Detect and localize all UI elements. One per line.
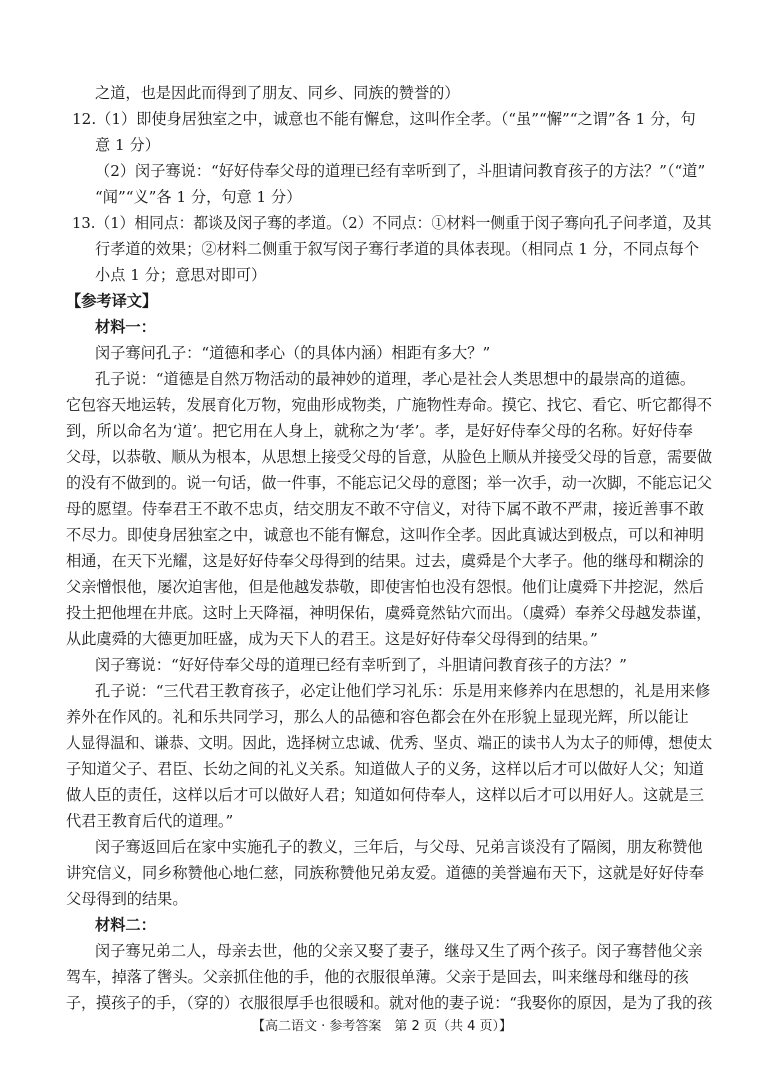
translation-line: 闵子骞返回后在家中实施孔子的教义，三年后，与父母、兄弟言谈没有了隔阂，朋友称赞他 [95,838,703,856]
answer-13-line-3: 小点 1 分；意思对即可） [95,266,267,284]
translation-line: 养外在作风的。礼和乐共同学习，那么人的品德和容色都会在外在形貌上显现光辉，所以能让 [66,708,689,726]
translation-line: 到，所以命名为‘道’。把它用在人身上，就称之为‘孝’。孝，是好好侍奉父母的名称。好好侍奉 [66,422,693,440]
translation-line: 父亲憎恨他，屡次迫害他，但是他越发恭敬，即使害怕也没有怨恨。他们让虞舜下井挖泥，然后 [66,578,704,596]
material-2-heading: 材料二： [95,916,156,934]
translation-line: 不尽力。即使身居独室之中，诚意也不能有懈怠，这叫作全孝。因此真诚达到极点，可以和神明 [66,526,704,544]
translation-line: 代君王教育后代的道理。” [66,812,234,830]
material-1-heading: 材料一： [95,318,156,336]
translation-line: 闵子骞兄弟二人，母亲去世，他的父亲又娶了妻子，继母又生了两个孩子。闵子骞替他父亲 [95,942,703,960]
translation-line: 父母得到的结果。 [66,890,188,908]
answer-12-2-line-1: （2）闵子骞说：“好好侍奉父母的道理已经有幸听到了，斗胆请问教育孩子的方法？”（“道” [95,162,706,180]
answer-12-line-2: 意 1 分） [95,136,160,154]
translation-line: 驾车，掉落了辔头。父亲抓住他的手，他的衣服很单薄。父亲于是回去，叫来继母和继母的孩 [66,968,689,986]
translation-line: 的没有不做到的。说一句话，做一件事，不能忘记父母的意图；举一次手，动一次脚，不能忘记父 [66,474,713,492]
answer-12-line-1: 12.（1）即使身居独室之中，诚意也不能有懈怠，这叫作全孝。（“虽”“懈”“之谓”各 1 分，句 [72,110,696,128]
translation-line: 父母，以恭敬、顺从为根本，从思想上接受父母的旨意，从脸色上顺从并接受父母的旨意，需要做 [66,448,713,466]
answer-13-line-2: 行孝道的效果；②材料二侧重于叙写闵子骞行孝道的具体表现。（相同点 1 分，不同点每个 [95,240,700,258]
translation-line: 母的愿望。侍奉君王不敢不忠贞，结交朋友不敢不守信义，对待下属不敢不严肃，接近善事不敢 [66,500,704,518]
translation-line: 做人臣的责任，这样以后才可以做好人君；知道如何侍奉人，这样以后才可以用好人。这就是三 [66,786,704,804]
answer-12-2-line-2: “闻”“义”各 1 分，句意 1 分） [95,188,302,206]
page-footer: 【高二语文 · 参考答案 第 2 页（共 4 页）】 [252,1019,512,1034]
translation-line: 闵子骞问孔子：“道德和孝心（的具体内涵）相距有多大？” [95,344,491,362]
text-line: 之道，也是因此而得到了朋友、同乡、同族的赞誉的） [95,84,460,102]
answer-13-line-1: 13.（1）相同点：都谈及闵子骞的孝道。（2）不同点：①材料一侧重于闵子骞向孔子问孝道，及其 [72,214,712,232]
translation-line: 闵子骞说：“好好侍奉父母的道理已经有幸听到了，斗胆请问教育孩子的方法？” [95,656,627,674]
translation-line: 人显得温和、谦恭、文明。因此，选择树立忠诚、优秀、坚贞、端正的读书人为太子的师傅，想使太 [66,734,713,752]
translation-line: 孔子说：“道德是自然万物活动的最神妙的道理，孝心是社会人类思想中的最崇高的道德。 [95,370,696,388]
section-heading: 【参考译文】 [66,292,158,310]
translation-line: 讲究信义，同乡称赞他心地仁慈，同族称赞他兄弟友爱。道德的美誉遍布天下，这就是好好侍奉 [66,864,704,882]
translation-line: 相通，在天下光耀，这是好好侍奉父母得到的结果。过去，虞舜是个大孝子。他的继母和糊涂的 [66,552,704,570]
translation-line: 子，摸孩子的手，（穿的）衣服很厚手也很暖和。就对他的妻子说：“我娶你的原因，是为了我的孩 [66,994,713,1012]
translation-line: 孔子说：“三代君王教育孩子，必定让他们学习礼乐：乐是用来修养内在思想的，礼是用来修 [95,682,711,700]
translation-line: 从此虞舜的大德更加旺盛，成为天下人的君王。这是好好侍奉父母得到的结果。” [66,630,598,648]
translation-line: 投土把他埋在井底。这时上天降福，神明保佑，虞舜竟然钻穴而出。（虞舜）奉养父母越发恭谨， [66,604,712,622]
translation-line: 它包容天地运转，发展育化万物，宛曲形成物类，广施物性寿命。摸它、找它、看它、听它都得不 [66,396,713,414]
translation-line: 子知道父子、君臣、长幼之间的礼义关系。知道做人子的义务，这样以后才可以做好人父；知道 [66,760,704,778]
